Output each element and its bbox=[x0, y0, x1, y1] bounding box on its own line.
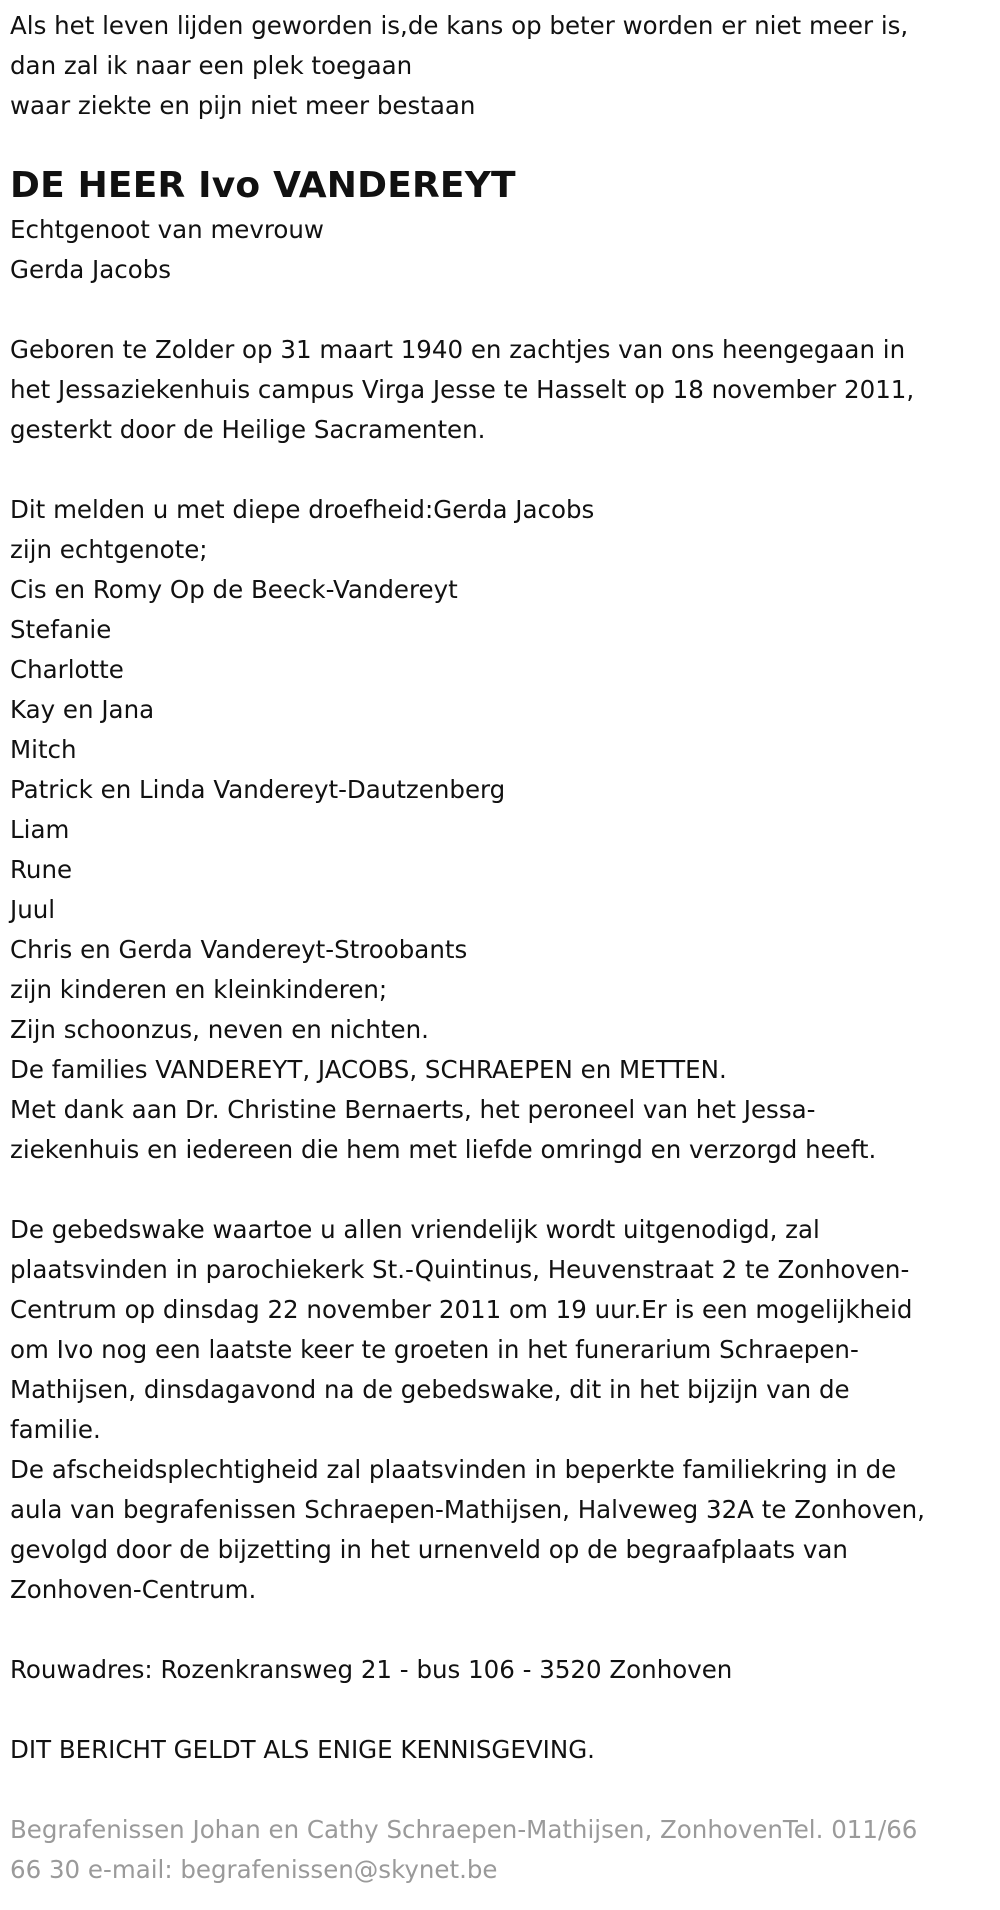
mourner-line: Chris en Gerda Vandereyt-Stroobants bbox=[10, 935, 468, 964]
paragraph-line: aula van begrafenissen Schraepen-Mathijsen, Halveweg 32A te Zonhoven, bbox=[10, 1495, 925, 1524]
deceased-name-heading: DE HEER Ivo VANDEREYT bbox=[10, 165, 516, 206]
paragraph-line: plaatsvinden in parochiekerk St.-Quintinus, Heuvenstraat 2 te Zonhoven- bbox=[10, 1255, 910, 1284]
mourner-line: Mitch bbox=[10, 735, 77, 764]
mourner-line: Patrick en Linda Vandereyt-Dautzenberg bbox=[10, 775, 506, 804]
mourner-line: Charlotte bbox=[10, 655, 124, 684]
poem-line: dan zal ik naar een plek toegaan bbox=[10, 51, 413, 80]
paragraph-line: Mathijsen, dinsdagavond na de gebedswake, dit in het bijzijn van de bbox=[10, 1375, 850, 1404]
mourner-line: Zijn schoonzus, neven en nichten. bbox=[10, 1015, 429, 1044]
mourner-line: ziekenhuis en iedereen die hem met liefde omringd en verzorgd heeft. bbox=[10, 1135, 877, 1164]
paragraph-line: gevolgd door de bijzetting in het urnenveld op de begraafplaats van bbox=[10, 1535, 848, 1564]
mourner-line: Stefanie bbox=[10, 615, 112, 644]
spouse-line: Gerda Jacobs bbox=[10, 255, 172, 284]
mourner-line: Liam bbox=[10, 815, 70, 844]
mourner-line: De families VANDEREYT, JACOBS, SCHRAEPEN en METTEN. bbox=[10, 1055, 727, 1084]
funeral-home-footer bbox=[10, 1810, 995, 1890]
paragraph-line: Zonhoven-Centrum. bbox=[10, 1575, 257, 1604]
paragraph-line: Geboren te Zolder op 31 maart 1940 en zachtjes van ons heengegaan in bbox=[10, 335, 906, 364]
poem-line: waar ziekte en pijn niet meer bestaan bbox=[10, 91, 476, 120]
mourner-line: zijn echtgenote; bbox=[10, 535, 208, 564]
spouse-info bbox=[10, 210, 995, 290]
notice-statement: DIT BERICHT GELDT ALS ENIGE KENNISGEVING. bbox=[10, 1735, 595, 1764]
paragraph-line: het Jessaziekenhuis campus Virga Jesse te Hasselt op 18 november 2011, bbox=[10, 375, 915, 404]
paragraph-line: Centrum op dinsdag 22 november 2011 om 19 uur.Er is een mogelijkheid bbox=[10, 1295, 913, 1324]
birth-death-paragraph bbox=[10, 330, 995, 450]
mourner-line: Cis en Romy Op de Beeck-Vandereyt bbox=[10, 575, 458, 604]
mourner-line: Juul bbox=[10, 895, 56, 924]
paragraph-line: De afscheidsplechtigheid zal plaatsvinden in beperkte familiekring in de bbox=[10, 1455, 897, 1484]
mourner-line: zijn kinderen en kleinkinderen; bbox=[10, 975, 388, 1004]
mourning-address: Rouwadres: Rozenkransweg 21 - bus 106 - 3520 Zonhoven bbox=[10, 1655, 733, 1684]
footer-line: 66 30 e-mail: begrafenissen@skynet.be bbox=[10, 1855, 498, 1884]
ceremony-paragraph bbox=[10, 1210, 995, 1610]
mourner-line: Met dank aan Dr. Christine Bernaerts, het peroneel van het Jessa- bbox=[10, 1095, 816, 1124]
mourner-line: Kay en Jana bbox=[10, 695, 155, 724]
poem bbox=[10, 6, 995, 126]
mourners-list bbox=[10, 490, 995, 1170]
paragraph-line: De gebedswake waartoe u allen vriendelijk wordt uitgenodigd, zal bbox=[10, 1215, 820, 1244]
poem-line: Als het leven lijden geworden is,de kans op beter worden er niet meer is, bbox=[10, 11, 909, 40]
spouse-line: Echtgenoot van mevrouw bbox=[10, 215, 324, 244]
mourner-line: Rune bbox=[10, 855, 73, 884]
paragraph-line: om Ivo nog een laatste keer te groeten in het funerarium Schraepen- bbox=[10, 1335, 859, 1364]
mourner-line: Dit melden u met diepe droefheid:Gerda Jacobs bbox=[10, 495, 595, 524]
footer-line: Begrafenissen Johan en Cathy Schraepen-Mathijsen, ZonhovenTel. 011/66 bbox=[10, 1815, 918, 1844]
obituary-document bbox=[10, 6, 995, 1890]
paragraph-line: gesterkt door de Heilige Sacramenten. bbox=[10, 415, 486, 444]
paragraph-line: familie. bbox=[10, 1415, 101, 1444]
